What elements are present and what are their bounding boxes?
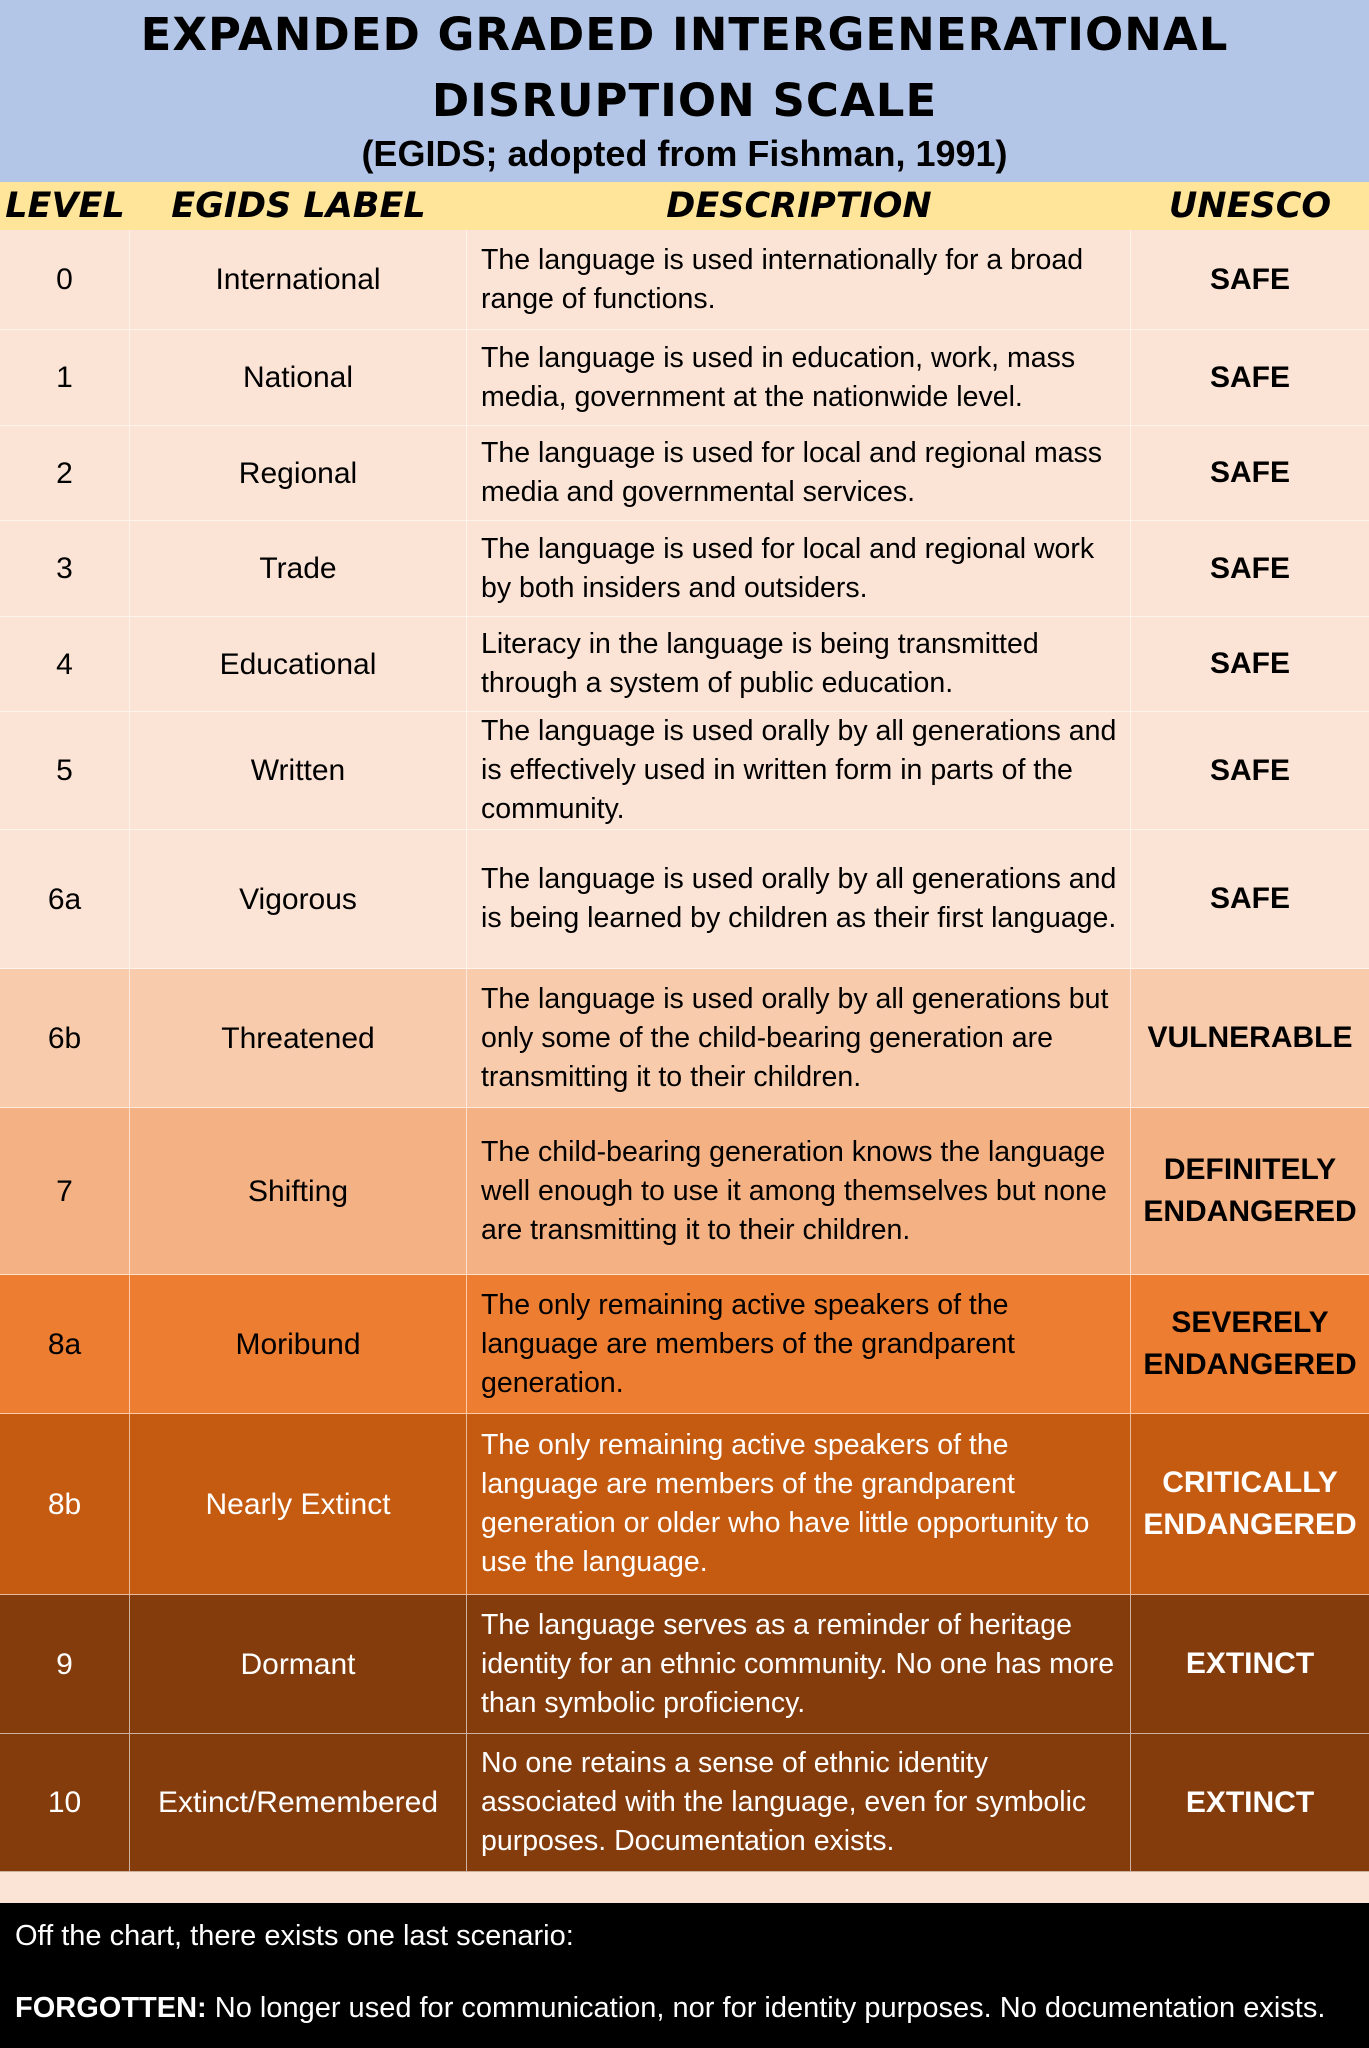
level-cell [0, 830, 130, 968]
forgotten-label: FORGOTTEN: [15, 1992, 207, 2024]
level-cell-text: 3 [56, 552, 73, 585]
egids-label-cell-text: Educational [219, 647, 377, 681]
unesco-status-cell [1131, 1275, 1369, 1413]
unesco-status-cell-text: VULNERABLE [1147, 1021, 1353, 1054]
unesco-status-cell-text: SAFE [1209, 262, 1290, 296]
unesco-status-cell [1131, 1734, 1369, 1871]
description-cell-text: The language is used orally by all generations and is being learned by children as their first language. [481, 863, 1117, 934]
description-cell [467, 712, 1131, 829]
unesco-status-cell-text: SAFE [1209, 360, 1290, 394]
unesco-status-cell [1131, 230, 1369, 329]
egids-label-cell-text: Trade [259, 552, 337, 585]
description-cell-text: The child-bearing generation knows the language well enough to use it among themselves but none are transmitting it to their children. [481, 1135, 1107, 1246]
egids-label-cell [130, 426, 467, 520]
unesco-status-cell-text: SAFE [1209, 753, 1290, 787]
level-cell [0, 1108, 130, 1274]
footer-forgotten [15, 1992, 1325, 2025]
level-cell [0, 969, 130, 1107]
unesco-status-cell-text: SEVERELY ENDANGERED [1143, 1306, 1357, 1381]
column-header-row [0, 182, 1369, 230]
description-cell-text: No one retains a sense of ethnic identity associated with the language, even for symbolic purposes. Documentation exists. [481, 1747, 1087, 1857]
level-cell [0, 1734, 130, 1871]
egids-label-cell [130, 1108, 467, 1274]
description-cell-text: The language is used for local and regional mass media and governmental services. [481, 437, 1103, 508]
unesco-status-cell [1131, 617, 1369, 711]
unesco-status-cell-text: SAFE [1209, 456, 1290, 489]
egids-label-cell-text: Vigorous [239, 882, 357, 916]
egids-label-cell [130, 1275, 467, 1413]
level-cell-text: 4 [56, 647, 73, 681]
level-cell [0, 617, 130, 711]
description-cell [467, 1734, 1131, 1871]
description-cell [467, 1108, 1131, 1274]
chart-header [0, 0, 1369, 182]
level-cell [0, 330, 130, 425]
level-cell-text: 6a [47, 882, 82, 916]
title-line-2: DISRUPTION SCALE [431, 74, 938, 127]
unesco-status-cell [1131, 1414, 1369, 1594]
egids-label-cell-text: Shifting [247, 1174, 349, 1208]
egids-label-cell-text: Threatened [221, 1021, 375, 1055]
egids-label-cell [130, 1595, 467, 1733]
unesco-status-cell [1131, 521, 1369, 616]
level-cell-text: 10 [47, 1786, 82, 1819]
table-row [0, 617, 1369, 712]
description-cell [467, 330, 1131, 425]
table-row [0, 1108, 1369, 1275]
unesco-status-cell [1131, 830, 1369, 968]
description-cell-text: Literacy in the language is being transmitted through a system of public education. [481, 628, 1039, 699]
table-row [0, 1275, 1369, 1414]
footer-intro: Off the chart, there exists one last scenario: [15, 1920, 574, 1952]
egids-label-cell-text: Regional [238, 456, 358, 490]
table-row [0, 1595, 1369, 1734]
level-cell-text: 1 [56, 361, 73, 394]
egids-label-cell [130, 521, 467, 616]
unesco-status-cell-text: EXTINCT [1185, 1785, 1315, 1819]
unesco-status-cell [1131, 330, 1369, 425]
description-cell-text: The only remaining active speakers of the language are members of the grandparent generation. [481, 1288, 1015, 1399]
egids-label-cell [130, 617, 467, 711]
level-cell-text: 2 [56, 456, 73, 490]
column-header-description: DESCRIPTION [666, 186, 932, 226]
unesco-status-cell [1131, 969, 1369, 1107]
egids-label-cell-text: Dormant [240, 1647, 356, 1681]
unesco-status-cell-text: EXTINCT [1185, 1647, 1315, 1680]
description-cell-text: The language serves as a reminder of heritage identity for an ethnic community. No one has more than symbolic proficiency. [481, 1608, 1115, 1719]
description-cell [467, 617, 1131, 711]
forgotten-text: No longer used for communication, nor for identity purposes. No documentation exists. [206, 1992, 1326, 2024]
scale-table-body [0, 230, 1369, 1872]
egids-label-cell-text: National [242, 361, 354, 394]
unesco-status-cell-text: SAFE [1209, 882, 1290, 915]
description-cell-text: The language is used for local and regional work by both insiders and outsiders. [481, 532, 1095, 604]
egids-label-cell-text: Written [250, 754, 346, 787]
description-cell [467, 230, 1131, 329]
level-cell [0, 1595, 130, 1733]
level-cell [0, 712, 130, 829]
table-row [0, 830, 1369, 969]
egids-label-cell [130, 830, 467, 968]
description-cell-text: The language is used in education, work, mass media, government at the nationwide level. [481, 341, 1076, 413]
table-row [0, 1414, 1369, 1595]
table-row [0, 330, 1369, 426]
description-cell-text: The language is used orally by all generations and is effectively used in written form in parts of the community. [481, 715, 1117, 825]
description-cell [467, 969, 1131, 1107]
level-cell [0, 521, 130, 616]
description-cell [467, 426, 1131, 520]
table-row [0, 969, 1369, 1108]
egids-label-cell [130, 230, 467, 329]
description-cell [467, 1595, 1131, 1733]
footer-note [0, 1903, 1369, 2048]
description-cell [467, 1414, 1131, 1594]
unesco-status-cell [1131, 1108, 1369, 1274]
unesco-status-cell-text: CRITICALLY ENDANGERED [1143, 1466, 1357, 1541]
description-cell [467, 1275, 1131, 1413]
unesco-status-cell [1131, 426, 1369, 520]
description-cell-text: The language is used internationally for a broad range of functions. [481, 243, 1084, 315]
table-row [0, 426, 1369, 521]
level-cell [0, 230, 130, 329]
table-row [0, 712, 1369, 830]
egids-label-cell-text: Nearly Extinct [205, 1487, 391, 1521]
unesco-status-cell [1131, 712, 1369, 829]
table-row [0, 1734, 1369, 1872]
egids-label-cell-text: International [215, 263, 381, 296]
egids-label-cell-text: Moribund [235, 1327, 361, 1361]
level-cell-text: 8a [47, 1327, 82, 1361]
level-cell [0, 426, 130, 520]
level-cell-text: 7 [56, 1174, 73, 1208]
column-header-unesco: UNESCO [1168, 186, 1332, 226]
level-cell-text: 6b [47, 1021, 82, 1055]
unesco-status-cell [1131, 1595, 1369, 1733]
level-cell [0, 1414, 130, 1594]
egids-label-cell [130, 330, 467, 425]
unesco-status-cell-text: DEFINITELY ENDANGERED [1143, 1153, 1357, 1228]
description-cell-text: The only remaining active speakers of the language are members of the grandparent generation or older who have little opportunity to use the language. [481, 1429, 1090, 1578]
unesco-status-cell-text: SAFE [1209, 551, 1290, 585]
egids-label-cell [130, 1734, 467, 1871]
unesco-status-cell-text: SAFE [1209, 647, 1290, 680]
description-cell [467, 830, 1131, 968]
egids-label-cell [130, 712, 467, 829]
table-row [0, 230, 1369, 330]
column-header-label: EGIDS LABEL [171, 186, 426, 226]
level-cell-text: 9 [56, 1647, 73, 1681]
level-cell-text: 0 [56, 263, 73, 296]
description-cell [467, 521, 1131, 616]
description-cell-text: The language is used orally by all generations but only some of the child-bearing generation are transmitting it to their children. [481, 982, 1109, 1093]
egids-label-cell [130, 969, 467, 1107]
column-header-level: LEVEL [5, 186, 125, 226]
egids-label-cell-text: Extinct/Remembered [157, 1786, 439, 1819]
level-cell-text: 5 [56, 754, 73, 787]
egids-label-cell [130, 1414, 467, 1594]
level-cell [0, 1275, 130, 1413]
level-cell-text: 8b [47, 1487, 82, 1521]
subtitle: (EGIDS; adopted from Fishman, 1991) [361, 133, 1008, 174]
table-row [0, 521, 1369, 617]
title-line-1: EXPANDED GRADED INTERGENERATIONAL [140, 8, 1229, 61]
